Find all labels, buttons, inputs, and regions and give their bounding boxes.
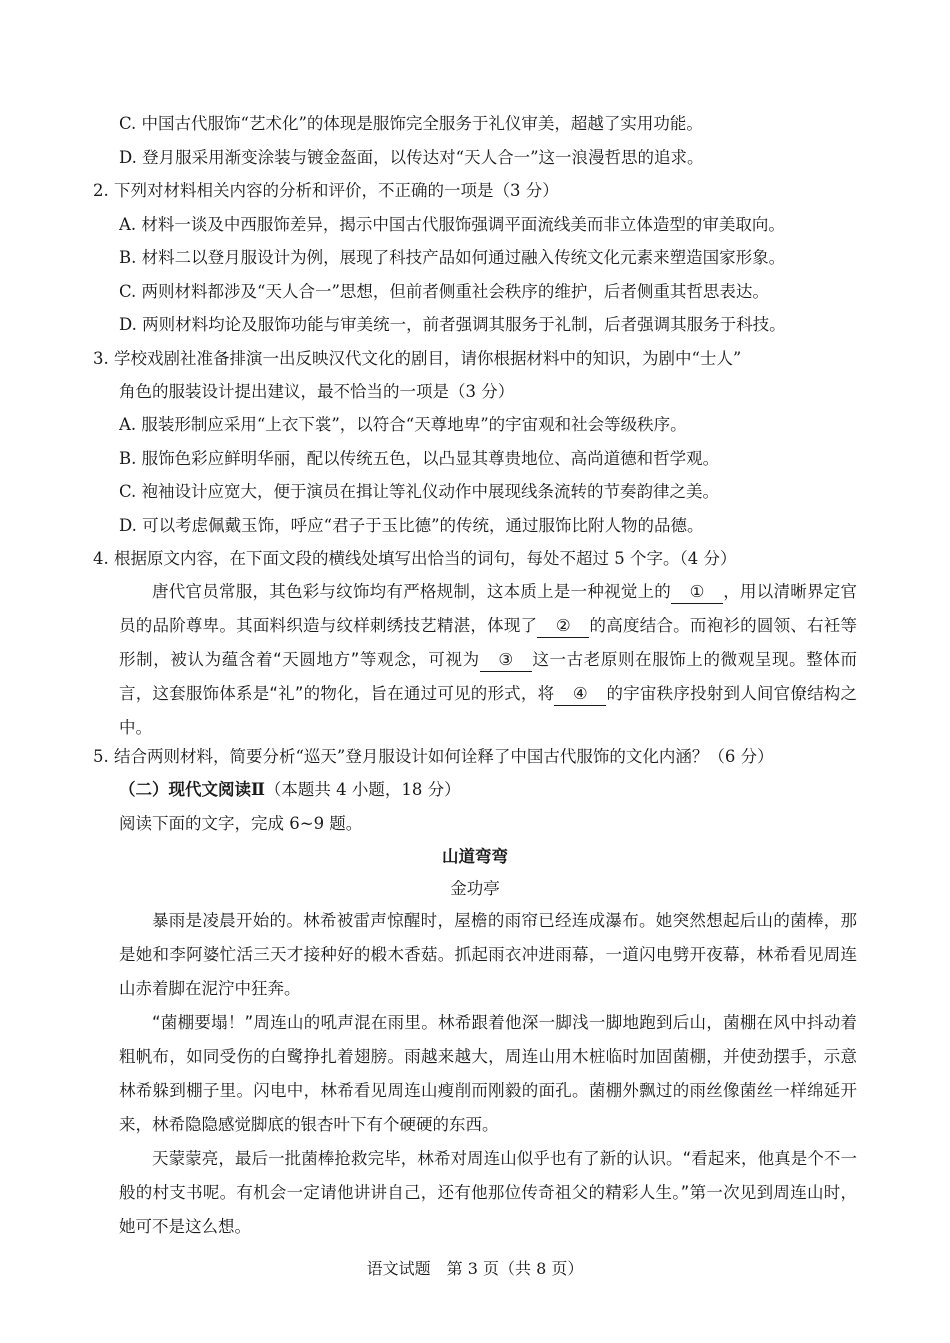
q3-option-c: C. 袍袖设计应宽大，便于演员在揖让等礼仪动作中展现线条流转的节奏韵律之美。 bbox=[119, 482, 720, 501]
q2-stem: 2. 下列对材料相关内容的分析和评价，不正确的一项是（3 分） bbox=[93, 181, 559, 200]
q1-option-c: C. 中国古代服饰“艺术化”的体现是服饰完全服务于礼仪审美，超越了实用功能。 bbox=[119, 114, 703, 133]
q3-stem-line1: 3. 学校戏剧社准备排演一出反映汉代文化的剧目，请你根据材料中的知识，为剧中“士人” bbox=[93, 349, 742, 368]
q1-option-d: D. 登月服采用渐变涂装与镀金盔面，以传达对“天人合一”这一浪漫哲思的追求。 bbox=[119, 148, 704, 167]
q5-stem: 5. 结合两则材料，简要分析“巡天”登月服设计如何诠释了中国古代服饰的文化内涵？（6 分） bbox=[93, 747, 774, 766]
q4-text-5: 的宇宙秩序投射到人间官僚结构之中。 bbox=[119, 684, 857, 737]
q4-stem: 4. 根据原文内容，在下面文段的横线处填写出恰当的词句，每处不超过 5 个字。（4 分） bbox=[93, 549, 737, 568]
q4-blank-2[interactable]: ② bbox=[537, 615, 589, 638]
page-footer: 语文试题 第 3 页（共 8 页） bbox=[366, 1259, 584, 1278]
section-heading bbox=[119, 778, 461, 802]
q2-option-c: C. 两则材料都涉及“天人合一”思想，但前者侧重社会秩序的维护，后者侧重其哲思表达。 bbox=[119, 282, 769, 301]
section-heading-title: （二）现代文阅读Ⅱ bbox=[119, 780, 265, 799]
story-paragraph-3: 天蒙蒙亮，最后一批菌棒抢救完毕，林希对周连山似乎也有了新的认识。“看起来，他真是个不一般的村支书呢。有机会一定请他讲讲自己，还有他那位传奇祖父的精彩人生。”第一次见到周连山时，她可不是这么想。 bbox=[119, 1149, 857, 1236]
q2-option-d: D. 两则材料均论及服饰功能与审美统一，前者强调其服务于礼制，后者强调其服务于科技。 bbox=[119, 315, 786, 334]
q3-option-d: D. 可以考虑佩戴玉饰，呼应“君子于玉比德”的传统，通过服饰比附人物的品德。 bbox=[119, 516, 704, 535]
story-paragraph-1: 暴雨是凌晨开始的。林希被雷声惊醒时，屋檐的雨帘已经连成瀑布。她突然想起后山的菌棒，那是她和李阿婆忙活三天才接种好的椴木香菇。抓起雨衣冲进雨幕，一道闪电劈开夜幕，林希看见周连山赤着脚在泥泞中狂奔。 bbox=[119, 911, 857, 998]
q2-option-b: B. 材料二以登月服设计为例，展现了科技产品如何通过融入传统文化元素来塑造国家形象。 bbox=[119, 248, 786, 267]
q4-blank-1[interactable]: ① bbox=[671, 581, 723, 604]
story-author: 金功亭 bbox=[450, 879, 500, 898]
q4-blank-4[interactable]: ④ bbox=[554, 683, 606, 706]
q4-text-3: 的高度结合。而袍衫的圆领、右衽等形制，被认为蕴含着“天圆地方”等观念，可视为 bbox=[119, 616, 858, 669]
story-title: 山道弯弯 bbox=[442, 847, 508, 866]
q4-text-2: ，用以清晰界定官员的品阶尊卑。其面料织造与纹样刺绣技艺精湛，体现了 bbox=[119, 582, 858, 635]
section-heading-note: （本题共 4 小题，18 分） bbox=[264, 780, 461, 799]
q4-text-1: 唐代官员常服，其色彩与纹饰均有严格规制，这本质上是一种视觉上的 bbox=[152, 582, 672, 601]
section-instruction: 阅读下面的文字，完成 6~9 题。 bbox=[119, 814, 363, 833]
q4-passage bbox=[119, 575, 857, 745]
q3-option-b: B. 服饰色彩应鲜明华丽，配以传统五色，以凸显其尊贵地位、高尚道德和哲学观。 bbox=[119, 449, 720, 468]
q3-option-a: A. 服装形制应采用“上衣下裳”，以符合“天尊地卑”的宇宙观和社会等级秩序。 bbox=[119, 415, 687, 434]
q3-stem-line2: 角色的服装设计提出建议，最不恰当的一项是（3 分） bbox=[119, 382, 515, 401]
story-paragraph-2: “菌棚要塌！”周连山的吼声混在雨里。林希跟着他深一脚浅一脚地跑到后山，菌棚在风中抖动着粗帆布，如同受伤的白鹭挣扎着翅膀。雨越来越大，周连山用木桩临时加固菌棚，并使劲摆手，示意林希躲到棚子里。闪电中，林希看见周连山瘦削而刚毅的面孔。菌棚外飘过的雨丝像菌丝一样绵延开来，林希隐隐感觉脚底的银杏叶下有个硬硬的东西。 bbox=[119, 1013, 857, 1134]
q4-text-4: 这一古老原则在服饰上的微观呈现。整体而言，这套服饰体系是“礼”的物化，旨在通过可见的形式，将 bbox=[119, 650, 858, 703]
q2-option-a: A. 材料一谈及中西服饰差异，揭示中国古代服饰强调平面流线美而非立体造型的审美取向。 bbox=[119, 215, 785, 234]
q4-blank-3[interactable]: ③ bbox=[480, 649, 532, 672]
